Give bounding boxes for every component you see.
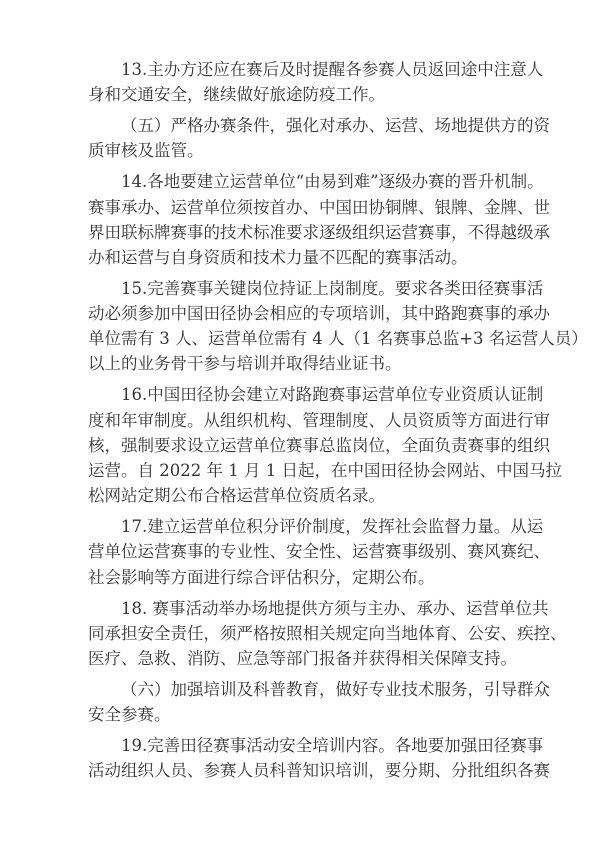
paragraph-14	[88, 169, 550, 270]
paragraph-line: （六）加强培训及科普教育，做好专业技术服务，引导群众	[121, 679, 550, 699]
paragraph-line: 赛事承办、运营单位须按首办、中国田协铜牌、银牌、金牌、世	[88, 197, 550, 217]
paragraph-19	[88, 733, 550, 783]
paragraph-15	[88, 276, 588, 377]
paragraph-line: 社会影响等方面进行综合评估积分，定期公布。	[88, 567, 435, 587]
paragraph-line: 17.建立运营单位积分评价制度，发挥社会监督力量。从运	[121, 517, 544, 537]
paragraph-line: （五）严格办赛条件，强化对承办、运营、场地提供方的资	[121, 116, 550, 136]
section-heading-5	[88, 113, 550, 163]
paragraph-13	[88, 57, 544, 107]
paragraph-line: 13.主办方还应在赛后及时提醒各参赛人员返回途中注意人	[121, 60, 544, 79]
paragraph-line: 14.各地要建立运营单位“由易到难”逐级办赛的晋升机制。	[121, 172, 544, 192]
paragraph-line: 松网站定期公布合格运营单位资质名录。	[88, 486, 385, 506]
paragraph-16	[88, 382, 562, 508]
section-heading-6	[88, 677, 550, 727]
document-body	[88, 57, 588, 783]
paragraph-line: 19.完善田径赛事活动安全培训内容。各地要加强田径赛事	[121, 736, 544, 756]
paragraph-line: 以上的业务骨干参与培训并取得结业证书。	[88, 354, 402, 374]
paragraph-line: 单位需有 3 人、运营单位需有 4 人（1 名赛事总监+3 名运营人员）	[88, 329, 588, 349]
paragraph-line: 安全参赛。	[88, 705, 171, 725]
paragraph-line: 同承担安全责任，须严格按照相关规定向当地体育、公安、疾控、	[88, 623, 567, 643]
paragraph-line: 办和运营与自身资质和技术力量不匹配的赛事活动。	[88, 247, 468, 267]
paragraph-line: 度和年审制度。从组织机构、管理制度、人员资质等方面进行审	[88, 410, 550, 430]
paragraph-line: 15.完善赛事关键岗位持证上岗制度。要求各类田径赛事活	[121, 278, 544, 298]
paragraph-line: 16.中国田径协会建立对路跑赛事运营单位专业资质认证制	[121, 385, 544, 405]
paragraph-line: 界田联标牌赛事的技术标准要求逐级组织运营赛事，不得越级承	[88, 222, 550, 242]
paragraph-18	[88, 596, 567, 672]
paragraph-line: 运营。自 2022 年 1 月 1 日起，在中国田径协会网站、中国马拉	[88, 461, 562, 480]
paragraph-line: 质审核及监管。	[88, 141, 204, 161]
paragraph-line: 动必须参加中国田径协会相应的专项培训，其中路跑赛事的承办	[88, 304, 550, 324]
paragraph-line: 活动组织人员、参赛人员科普知识培训，要分期、分批组织各赛	[88, 761, 550, 781]
paragraph-line: 18. 赛事活动举办场地提供方须与主办、承办、运营单位共	[121, 598, 549, 618]
paragraph-17	[88, 514, 550, 590]
paragraph-line: 身和交通安全，继续做好旅途防疫工作。	[88, 85, 385, 105]
paragraph-line: 核，强制要求设立运营单位赛事总监岗位，全面负责赛事的组织	[88, 435, 550, 455]
paragraph-line: 营单位运营赛事的专业性、安全性、运营赛事级别、赛风赛纪、	[88, 542, 550, 562]
paragraph-line: 医疗、急救、消防、应急等部门报备并获得相关保障支持。	[88, 648, 517, 668]
